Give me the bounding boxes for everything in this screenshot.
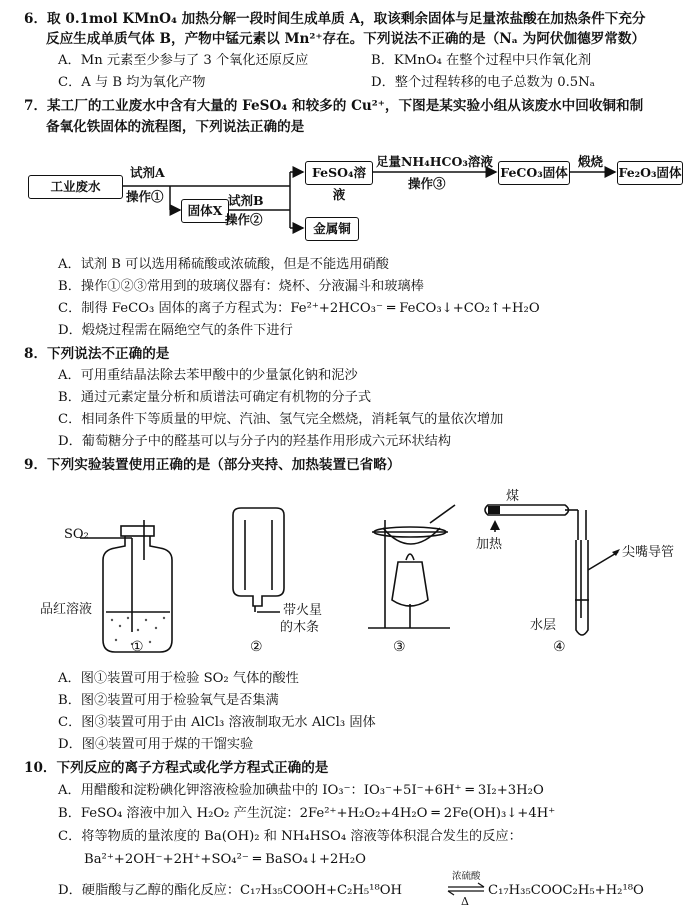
figure-4-number: ④ [553, 639, 566, 655]
figure-3-number: ③ [393, 639, 406, 655]
coal-label: 煤 [506, 489, 520, 504]
heat-label: 加热 [476, 537, 503, 552]
q10-option-c-line2: Ba²⁺+2OH⁻+2H⁺+SO₄²⁻ ═ BaSO₄↓+2H₂O [84, 852, 366, 867]
q8-stem: 8．下列说法不正确的是 [24, 346, 170, 362]
q10-option-c-line1[interactable]: C．将等物质的量浓度的 Ba(OH)₂ 和 NH₄HSO₄ 溶液等体积混合发生的反应： [58, 829, 522, 844]
operation-1-label: 操作① [126, 189, 164, 204]
q7-option-d[interactable]: D．煅烧过程需在隔绝空气的条件下进行 [58, 323, 293, 338]
q10-option-b[interactable]: B．FeSO₄ 溶液中加入 H₂O₂ 产生沉淀：2Fe²⁺+H₂O₂+4H₂O ═ 2Fe(OH)₃↓+4H⁺ [58, 806, 556, 821]
q6-stem-line2: 反应生成单质气体 B，产物中锰元素以 Mn²⁺存在。下列说法不正确的是（Nₐ 为阿伏伽德罗常数） [46, 31, 646, 47]
reagent-a-label: 试剂A [130, 165, 165, 180]
q9-option-c[interactable]: C．图③装置可用于由 AlCl₃ 溶液制取无水 AlCl₃ 固体 [58, 715, 376, 730]
feco3-solid-box: FeCO₃固体 [498, 161, 570, 185]
q9-option-d[interactable]: D．图④装置可用于煤的干馏实验 [58, 737, 254, 752]
q6-option-b[interactable]: B．KMnO₄ 在整个过程中只作氧化剂 [371, 53, 592, 68]
operation-2-label: 操作② [225, 212, 263, 227]
figure-1-number: ① [131, 639, 144, 655]
q10-option-d-right: C₁₇H₃₅COOC₂H₅+H₂¹⁸O [488, 883, 644, 898]
splint-label-1: 带火星 [283, 603, 323, 618]
q8-option-c[interactable]: C．相同条件下等质量的甲烷、汽油、氢气完全燃烧，消耗氧气的量依次增加 [58, 412, 504, 427]
q10-option-d-left: D．硬脂酸与乙醇的酯化反应：C₁₇H₃₅COOH+C₂H₅¹⁸OH [58, 883, 403, 898]
catalyst-label: 浓硫酸 [452, 871, 481, 882]
q6-option-c[interactable]: C．A 与 B 均为氧化产物 [58, 75, 206, 90]
fe2o3-solid-box: Fe₂O₃固体 [617, 161, 683, 185]
water-layer-label: 水层 [530, 618, 557, 633]
wastewater-box: 工业废水 [28, 175, 123, 199]
figure-2-number: ② [250, 639, 263, 655]
q6-stem-line1: 6．取 0.1mol KMnO₄ 加热分解一段时间生成单质 A，取该剩余固体与足量浓盐酸在加热条件下充分 [24, 11, 646, 27]
heat-symbol: Δ [461, 895, 469, 908]
operation-3-label: 操作③ [408, 176, 446, 191]
q9-option-a[interactable]: A．图①装置可用于检验 SO₂ 气体的酸性 [58, 671, 299, 686]
copper-box: 金属铜 [305, 217, 359, 241]
q7-option-a[interactable]: A．试剂 B 可以选用稀硫酸或浓硫酸，但是不能选用硝酸 [58, 257, 389, 272]
splint-label-2: 的木条 [280, 620, 320, 635]
q10-stem: 10．下列反应的离子方程式或化学方程式正确的是 [24, 760, 329, 776]
calcine-label: 煅烧 [578, 154, 604, 169]
q9-stem: 9．下列实验装置使用正确的是（部分夹持、加热装置已省略） [24, 457, 401, 473]
pinred-solution-label: 品红溶液 [40, 602, 93, 617]
feso4-solution-box: FeSO₄溶液 [305, 161, 373, 185]
q8-option-d[interactable]: D．葡萄糖分子中的醛基可以与分子内的羟基作用形成六元环状结构 [58, 434, 452, 449]
solid-x-box: 固体X [181, 199, 229, 223]
so2-label: SO₂ [64, 527, 89, 542]
reagent-b-label: 试剂B [228, 193, 264, 208]
q6-option-d[interactable]: D．整个过程转移的电子总数为 0.5Nₐ [371, 75, 595, 90]
q7-option-c[interactable]: C．制得 FeCO₃ 固体的离子方程式为：Fe²⁺+2HCO₃⁻ ═ FeCO₃↓+CO₂↑+H₂O [58, 301, 540, 316]
nozzle-tube-label: 尖嘴导管 [622, 545, 675, 560]
nh4hco3-label: 足量NH₄HCO₃溶液 [376, 154, 493, 169]
q7-stem-line2: 备氧化铁固体的流程图，下列说法正确的是 [46, 119, 305, 135]
q9-option-b[interactable]: B．图②装置可用于检验氧气是否集满 [58, 693, 279, 708]
q7-stem-line1: 7．某工厂的工业废水中含有大量的 FeSO₄ 和较多的 Cu²⁺，下图是某实验小组从该废水中回收铜和制 [24, 98, 644, 114]
q8-option-a[interactable]: A．可用重结晶法除去苯甲酸中的少量氯化钠和泥沙 [58, 368, 358, 383]
q10-option-a[interactable]: A．用醋酸和淀粉碘化钾溶液检验加碘盐中的 IO₃⁻：IO₃⁻+5I⁻+6H⁺ ═ 3I₂+3H₂O [58, 783, 544, 798]
q8-option-b[interactable]: B．通过元素定量分析和质谱法可确定有机物的分子式 [58, 390, 372, 405]
q6-option-a[interactable]: A．Mn 元素至少参与了 3 个氧化还原反应 [58, 53, 309, 68]
q7-option-b[interactable]: B．操作①②③常用到的玻璃仪器有：烧杯、分液漏斗和玻璃棒 [58, 279, 424, 294]
